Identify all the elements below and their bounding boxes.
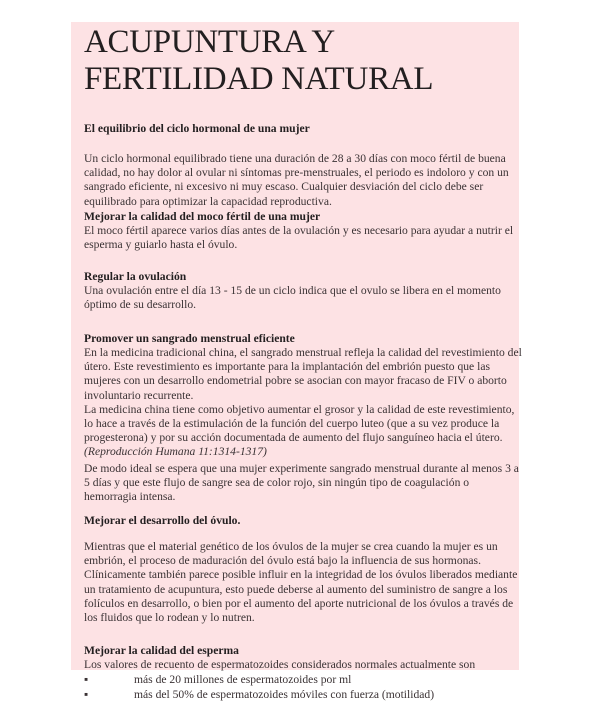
bullet-text: más de 20 millones de espermatozoides por ml: [134, 673, 352, 687]
paragraph: En la medicina tradicional china, el sangrado menstrual refleja la calidad del revestimiento del útero. Este revestimiento es importante para la implantación del embrión puesto que las mujeres con un desarrollo endometrial pobre se asocian con mayor fracaso de FIV o aborto involuntario recurrente.: [84, 346, 522, 402]
section-heading: Mejorar la calidad del moco fértil de una mujer: [84, 210, 321, 223]
section-heading: Mejorar la calidad del esperma: [84, 644, 239, 657]
bullet-text: más del 50% de espermatozoides móviles con fuerza (motilidad): [134, 688, 435, 702]
section-heading: El equilibrio del ciclo hormonal de una mujer: [84, 122, 310, 135]
section-heading: Regular la ovulación: [84, 270, 187, 283]
paragraph: Mientras que el material genético de los óvulos de la mujer se crea cuando la mujer es un embrión, el proceso de maduración del óvulo está bajo la influencia de sus hormonas.: [84, 540, 498, 568]
paragraph: De modo ideal se espera que una mujer experimente sangrado menstrual durante al menos 3 a 5 días y que este flujo de sangre sea de color rojo, sin ningún tipo de coagulación o hemorragia intensa.: [84, 462, 519, 504]
bullet-item: [84, 672, 524, 687]
bullet-icon: ▪: [84, 688, 89, 702]
section-egg-development-body: [84, 540, 524, 625]
section-sperm-quality: [84, 644, 524, 702]
bullet-list: [84, 672, 524, 702]
citation: (Reproducción Humana 11:1314-1317): [84, 445, 267, 459]
paragraph: La medicina china tiene como objetivo aumentar el grosor y la calidad de este revestimiento, lo hace a través de la estimulación de la función del cuerpo luteo (que a su vez produce la progesterona) y por su acción documentada de aumento del flujo sanguíneo hacia el útero.: [84, 402, 515, 445]
section-menstrual-bleeding: [84, 332, 524, 460]
document-title: ACUPUNTURA Y FERTILIDAD NATURAL: [84, 24, 434, 97]
section-hormonal-cycle-body: [84, 152, 524, 209]
paragraph: Clínicamente también parece posible influir en la integridad de los óvulos liberados mediante un tratamiento de acupuntura, esto puede deberse al aumento del suministro de sangre a los folículos en desarrollo, o bien por el aumento del aporte nutricional de los óvulos a través de los fluidos que lo rodean y lo nutren.: [84, 568, 518, 625]
section-egg-development: [84, 514, 524, 528]
paragraph: Un ciclo hormonal equilibrado tiene una duración de 28 a 30 días con moco fértil de buena calidad, no hay dolor al ovular ni síntomas pre-menstruales, el periodo es indoloro y con un sangrado eficiente, ni excesivo ni muy escaso. Cualquier desviación del ciclo debe ser equilibrado para optimizar la capacidad reproductiva.: [84, 152, 509, 208]
bullet-icon: ▪: [84, 673, 89, 687]
document-content: [84, 24, 524, 702]
section-heading: Mejorar el desarrollo del óvulo.: [84, 514, 241, 527]
paragraph: El moco fértil aparece varios días antes de la ovulación y es necesario para ayudar a nutrir el esperma y guiarlo hasta el óvulo.: [84, 224, 514, 252]
section-hormonal-cycle: [84, 122, 524, 136]
paragraph: Los valores de recuento de espermatozoides considerados normales actualmente son: [84, 658, 476, 671]
section-menstrual-bleeding-extra: [84, 462, 524, 505]
section-fertile-mucus: [84, 210, 524, 252]
paragraph: Una ovulación entre el día 13 - 15 de un ciclo indica que el ovulo se libera en el momento óptimo de su desarrollo.: [84, 284, 501, 312]
section-heading: Promover un sangrado menstrual eficiente: [84, 332, 295, 345]
section-ovulation: [84, 270, 524, 312]
